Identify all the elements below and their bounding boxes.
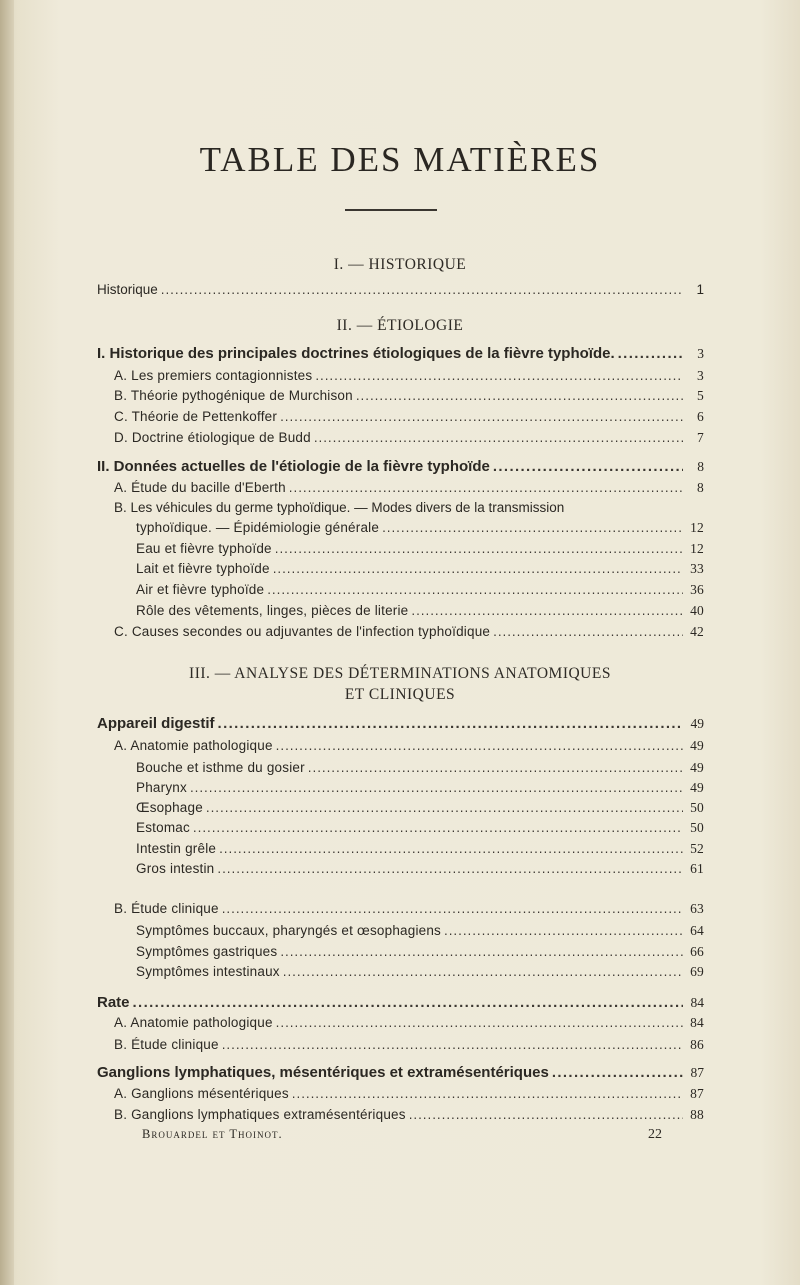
leader-dots [552,1064,683,1081]
footer-signature-number: 22 [648,1127,662,1142]
toc-entry-page: 87 [690,1086,704,1101]
toc-entry[interactable] [136,603,704,623]
leader-dots [218,715,683,732]
toc-entry[interactable] [114,738,704,758]
leader-dots [267,582,683,597]
toc-entry-label: Rôle des vêtements, linges, pièces de literie [136,603,409,618]
toc-entry-label: A. Étude du bacille d'Eberth [114,480,286,495]
toc-entry[interactable] [136,820,704,840]
toc-entry-label: B. Étude clinique [114,901,219,916]
leader-dots [618,345,683,362]
toc-entry-label: B. Théorie pythogénique de Murchison [114,388,353,403]
toc-entry-page: 3 [697,346,704,361]
toc-entry-page: 84 [690,995,704,1010]
toc-entry-page: 33 [690,561,704,576]
toc-entry-label: Air et fièvre typhoïde [136,582,265,597]
leader-dots [273,561,683,576]
toc-entry-page: 88 [690,1107,704,1122]
leader-dots [409,1107,683,1122]
leader-dots [217,861,683,876]
toc-entry-label: Symptômes intestinaux [136,964,280,979]
leader-dots [411,603,683,618]
toc-entry-page: 69 [690,964,704,979]
toc-entry-label: typhoïdique. — Épidémiologie générale [136,520,380,535]
toc-entry-label: Gros intestin [136,861,215,876]
toc-entry[interactable] [114,409,704,429]
toc-entry-label: A. Les premiers contagionnistes [114,368,313,383]
toc-entry[interactable] [114,1037,704,1057]
toc-entry-label: Intestin grêle [136,841,217,856]
leader-dots [276,1015,683,1030]
toc-entry-page: 49 [690,738,704,753]
leader-dots [382,520,683,535]
toc-entry-label: D. Doctrine étiologique de Budd [114,430,311,445]
leader-dots [222,1037,683,1052]
page-footer [142,1127,682,1143]
toc-entry-label: Pharynx [136,780,187,795]
leader-dots [193,820,683,835]
toc-entry-label: B. Ganglions lymphatiques extramésentériques [114,1107,406,1122]
toc-entry-label: Eau et fièvre typhoïde [136,541,272,556]
toc-entry[interactable] [114,430,704,450]
leader-dots [315,368,683,383]
toc-entry-label: A. Anatomie pathologique [114,738,273,753]
toc-entry[interactable] [114,1086,704,1106]
toc-entry-page: 86 [690,1037,704,1052]
toc-entry-label: Rate [97,994,130,1011]
leader-dots [356,388,683,403]
toc-entry[interactable] [97,282,704,302]
toc-entry-page: 12 [690,541,704,556]
toc-entry[interactable] [97,1064,704,1084]
leader-dots [276,738,683,753]
toc-entry-page: 66 [690,944,704,959]
toc-entry-label: C. Théorie de Pettenkoffer [114,409,278,424]
toc-entry[interactable] [114,388,704,408]
toc-entry[interactable] [136,760,704,780]
toc-entry-label: C. Causes secondes ou adjuvantes de l'infection typhoïdique [114,624,491,639]
toc-entry-label: Symptômes gastriques [136,944,278,959]
toc-entry[interactable] [136,923,704,943]
leader-dots [314,430,683,445]
toc-entry-label: A. Ganglions mésentériques [114,1086,289,1101]
toc-entry[interactable] [136,541,704,561]
toc-entry-label: Lait et fièvre typhoïde [136,561,270,576]
toc-entry-page: 7 [697,430,704,445]
leader-dots [222,901,683,916]
toc-entry[interactable] [114,901,704,921]
toc-entry-page: 61 [690,861,704,876]
toc-entry[interactable] [136,964,704,984]
leader-dots [444,923,683,938]
leader-dots [493,458,683,475]
leader-dots [308,760,683,775]
toc-entry[interactable] [136,861,704,881]
toc-entry[interactable] [136,561,704,581]
toc-entry[interactable] [114,368,704,388]
toc-entry-page: 50 [690,800,704,815]
toc-entry[interactable] [114,480,704,500]
toc-entry-page: 87 [690,1065,704,1080]
toc-entry-page: 3 [697,368,704,383]
leader-dots [280,944,683,959]
footer-authors: Brouardel et Thoinot. [142,1127,283,1141]
book-spine-edge [0,0,14,1285]
leader-dots [206,800,683,815]
toc-entry-page: 8 [697,459,704,474]
leader-dots [133,994,683,1011]
toc-entry-label: Symptômes buccaux, pharyngés et œsophagiens [136,923,442,938]
toc-entry-label: Ganglions lymphatiques, mésentériques et extramésentériques [97,1064,549,1081]
toc-entry-page: 63 [690,901,704,916]
toc-entry-label: Bouche et isthme du gosier [136,760,305,775]
toc-entry-page: 40 [690,603,704,618]
leader-dots [219,841,683,856]
toc-entry-label-first-line: B. Les véhicules du germe typhoïdique. — Modes divers de la transmission [114,500,565,515]
toc-entry[interactable] [136,944,704,964]
leader-dots [275,541,683,556]
toc-entry-label: B. Étude clinique [114,1037,219,1052]
toc-entry-page: 5 [697,388,704,403]
toc-entry-page: 52 [690,841,704,856]
toc-entry-page: 84 [690,1015,704,1030]
toc-entry-page: 49 [690,760,704,775]
leader-dots [280,409,683,424]
toc-entry-page: 49 [690,716,704,731]
toc-entry-label: Estomac [136,820,190,835]
leader-dots [161,282,683,297]
toc-entry-page: 6 [697,409,704,424]
toc-entry[interactable] [136,582,704,602]
toc-entry-label: Œsophage [136,800,203,815]
toc-entry[interactable] [97,345,704,365]
toc-entry-label: II. Données actuelles de l'étiologie de la fièvre typhoïde [97,458,490,475]
toc-entry[interactable] [114,1107,704,1127]
toc-entry[interactable] [97,458,704,478]
toc-entry-page: 8 [697,480,704,495]
toc-entry[interactable] [136,780,704,800]
toc-entry-page: 49 [690,780,704,795]
leader-dots [190,780,683,795]
toc-entry[interactable] [114,624,704,644]
toc-entry-label: Appareil digestif [97,715,215,732]
leader-dots [289,480,683,495]
section-heading-analyse-line2: ET CLINIQUES [344,686,456,703]
leader-dots [493,624,683,639]
toc-entry[interactable] [114,1015,704,1035]
section-heading-analyse: III. — ANALYSE DES DÉTERMINATIONS ANATOMIQUES [189,665,611,682]
toc-entry-page: 12 [690,520,704,535]
toc-entry-page: 42 [690,624,704,639]
toc-entry-label: Historique [97,282,158,297]
toc-entry-page: 36 [690,582,704,597]
toc-entry[interactable] [136,800,704,820]
toc-entry[interactable] [136,841,704,861]
leader-dots [292,1086,683,1101]
toc-entry[interactable] [136,520,704,540]
toc-entry-page: 64 [690,923,704,938]
section-heading-etiologie: II. — ÉTIOLOGIE [336,317,464,334]
toc-entry[interactable] [97,715,704,735]
toc-entry[interactable] [97,994,704,1014]
toc-entry-label: I. Historique des principales doctrines étiologiques de la fièvre typhoïde. [97,345,615,362]
toc-entry-page: 1 [696,282,704,297]
toc-entry-label: A. Anatomie pathologique [114,1015,273,1030]
leader-dots [283,964,683,979]
toc-entry-page: 50 [690,820,704,835]
section-heading-historique: I. — HISTORIQUE [333,256,467,273]
page-title: TABLE DES MATIÈRES [199,140,601,179]
title-rule [345,209,437,211]
